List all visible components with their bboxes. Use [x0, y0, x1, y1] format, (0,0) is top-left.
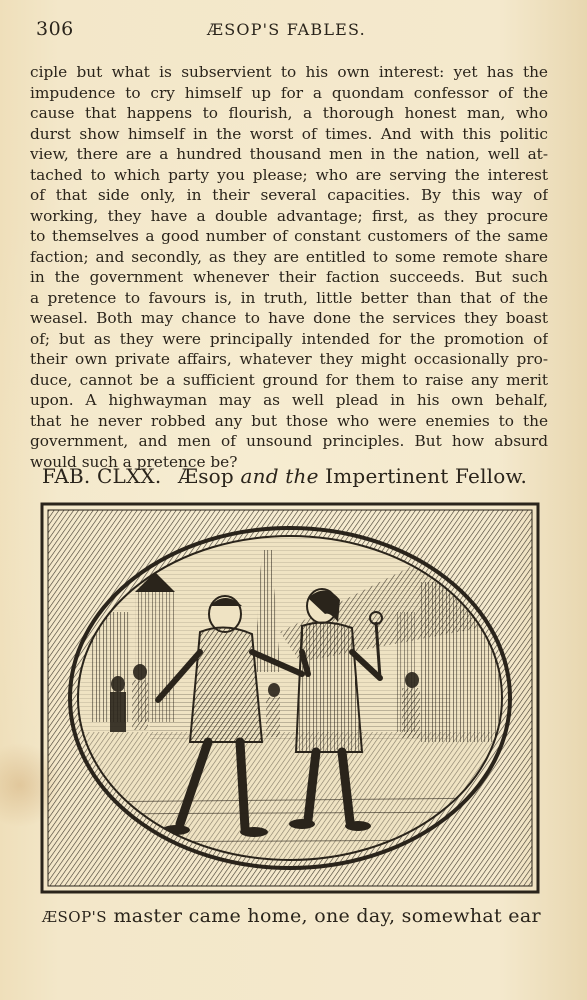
fable-title-aesop: Æsop	[177, 464, 234, 488]
text-line: would such a pretence be?	[30, 452, 238, 471]
text-line: weasel. Both may chance to have done the services they boast	[30, 309, 548, 327]
woodcut-illustration	[40, 502, 540, 894]
page-number: 306	[36, 18, 74, 40]
text-line: durst show himself in the worst of times. And with this politic	[30, 124, 548, 143]
text-line: their own private affairs, whatever they might occasionally pro-	[30, 350, 548, 368]
fable-opening-line	[42, 905, 542, 927]
fable-title-main: Impertinent Fellow.	[325, 464, 528, 488]
text-line: impudence to cry himself up for a quondam confessor of the	[30, 83, 548, 102]
running-title: ÆSOP'S FABLES.	[207, 20, 366, 39]
page-header	[32, 18, 552, 44]
text-line: to themselves a good number of constant customers of the same	[30, 227, 548, 245]
text-line: cause that happens to flourish, a thorough honest man, who	[30, 104, 548, 122]
text-line: that he never robbed any but those who were enemies to the	[30, 411, 548, 430]
text-line: in the government whenever their faction succeeds. But such	[30, 268, 548, 286]
fable-number: FAB. CLXX.	[42, 464, 162, 488]
text-line: upon. A highwayman may as well plead in his own behalf,	[30, 391, 548, 409]
text-line: ciple but what is subservient to his own interest: yet has the	[30, 63, 548, 81]
text-line: a pretence to favours is, in truth, little better than that of the	[30, 288, 548, 307]
text-line: duce, cannot be a sufficient ground for them to raise any merit	[30, 370, 548, 389]
text-line: government, and men of unsound principles. But how absurd	[30, 432, 548, 450]
text-line: faction; and secondly, as they are entitled to some remote share	[30, 247, 548, 266]
text-line: working, they have a double advantage; first, as they procure	[30, 206, 548, 225]
body-paragraph	[30, 62, 548, 472]
opening-line-text: master came home, one day, somewhat ear	[113, 905, 541, 927]
text-line: of; but as they were principally intended for the promotion of	[30, 329, 548, 348]
text-line: tached to which party you please; who are serving the interest	[30, 165, 548, 184]
woodcut-image	[40, 502, 540, 894]
text-line: view, there are a hundred thousand men in the nation, well at-	[30, 145, 548, 163]
fable-title-connector: and the	[240, 464, 319, 488]
fable-heading	[42, 464, 542, 488]
text-line: of that side only, in their several capacities. By this way of	[30, 186, 548, 204]
opening-word-small-caps: ÆSOP'S	[42, 908, 108, 926]
